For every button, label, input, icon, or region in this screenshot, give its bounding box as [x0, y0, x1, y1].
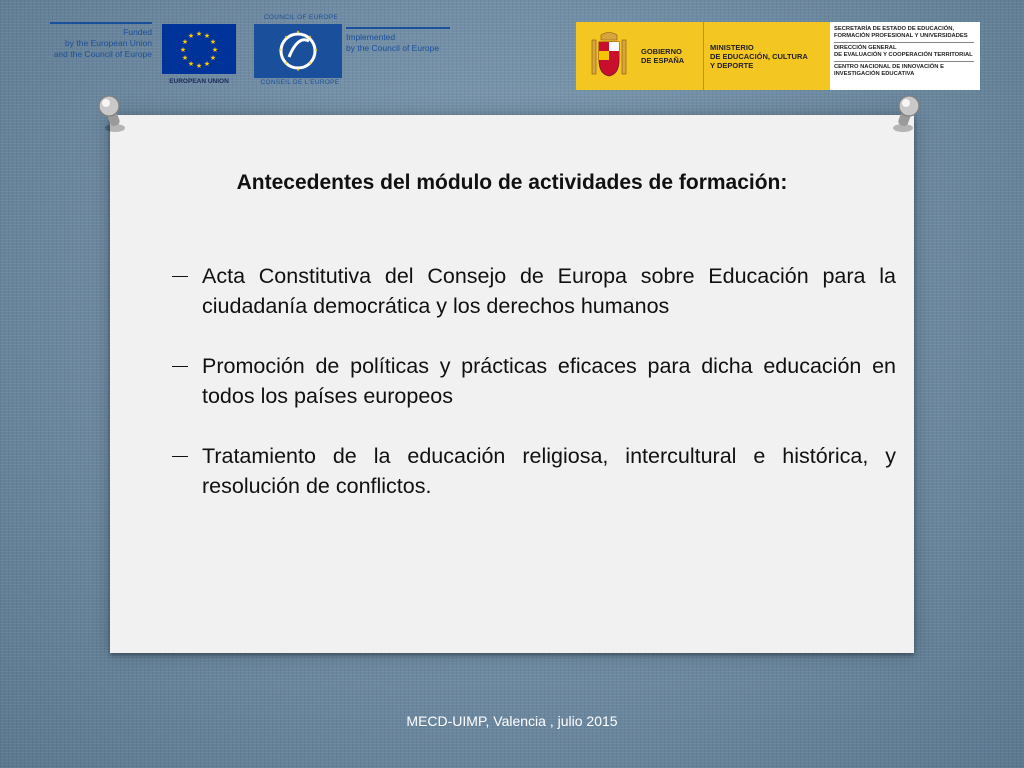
svg-text:★: ★ [203, 60, 211, 68]
svg-text:★: ★ [195, 62, 203, 70]
svg-text:★: ★ [187, 32, 195, 40]
bullet-text: Promoción de políticas y prácticas eficaces para dicha educación en todos los países europeos [202, 354, 896, 408]
bullet-list [168, 261, 896, 531]
gobierno-label: GOBIERNO DE ESPAÑA [641, 22, 703, 90]
list-item [168, 261, 896, 321]
bullet-text: Acta Constitutiva del Consejo de Europa sobre Educación para la ciudadanía democrática y los derechos humanos [202, 264, 896, 318]
svg-text:★: ★ [179, 46, 187, 54]
svg-text:★: ★ [284, 34, 288, 39]
coe-bottom-label: CONSEIL DE L'EUROPE [260, 79, 340, 86]
spain-coat-of-arms-icon [576, 22, 641, 90]
right-pin-icon [888, 94, 922, 134]
svg-text:★: ★ [187, 60, 195, 68]
svg-text:★: ★ [296, 29, 300, 34]
bullet-text: Tratamiento de la educación religiosa, intercultural e histórica, y resolución de conflictos. [202, 444, 896, 498]
svg-text:★: ★ [296, 67, 300, 72]
eu-coe-logos [50, 12, 450, 90]
coe-top-label: COUNCIL OF EUROPE [263, 14, 339, 21]
svg-text:★: ★ [308, 60, 312, 65]
svg-text:★: ★ [211, 46, 219, 54]
svg-text:★: ★ [314, 47, 318, 52]
list-item [168, 441, 896, 501]
svg-text:★: ★ [209, 38, 217, 46]
svg-text:★: ★ [181, 54, 189, 62]
ministerio-label: MINISTERIO DE EDUCACIÓN, CULTURA Y DEPORTE [703, 22, 830, 90]
svg-text:★: ★ [284, 60, 288, 65]
svg-text:★: ★ [181, 38, 189, 46]
svg-text:★: ★ [203, 32, 211, 40]
svg-text:★: ★ [278, 47, 282, 52]
secretaria-text: SECRETARÍA DE ESTADO DE EDUCACIÓN, FORMACIÓN PROFESIONAL Y UNIVERSIDADES DIRECCIÓN GENERAL DE EVALUACIÓN Y COOPERACIÓN TERRITORIAL CENTRO NACIONAL DE INNOVACIÓN E INVESTIGACIÓN EDUCATIVA [834, 26, 973, 77]
svg-text:★: ★ [308, 34, 312, 39]
svg-text:★: ★ [195, 30, 203, 38]
content-card [110, 115, 914, 653]
eu-caption: EUROPEAN UNION [169, 78, 229, 85]
coe-implemented-text: Implemented by the Council of Europe [346, 27, 450, 54]
footer-text: MECD-UIMP, Valencia , julio 2015 [406, 713, 618, 729]
svg-text:★: ★ [209, 54, 217, 62]
eu-flag-logo [162, 24, 236, 74]
slide-title: Antecedentes del módulo de actividades de formación: [236, 171, 788, 194]
list-item [168, 351, 896, 411]
left-pin-icon [96, 94, 130, 134]
gobierno-espana-logo [576, 22, 980, 90]
eu-funded-text: Funded by the European Union and the Council of Europe [50, 22, 152, 60]
coe-logo [254, 24, 342, 78]
